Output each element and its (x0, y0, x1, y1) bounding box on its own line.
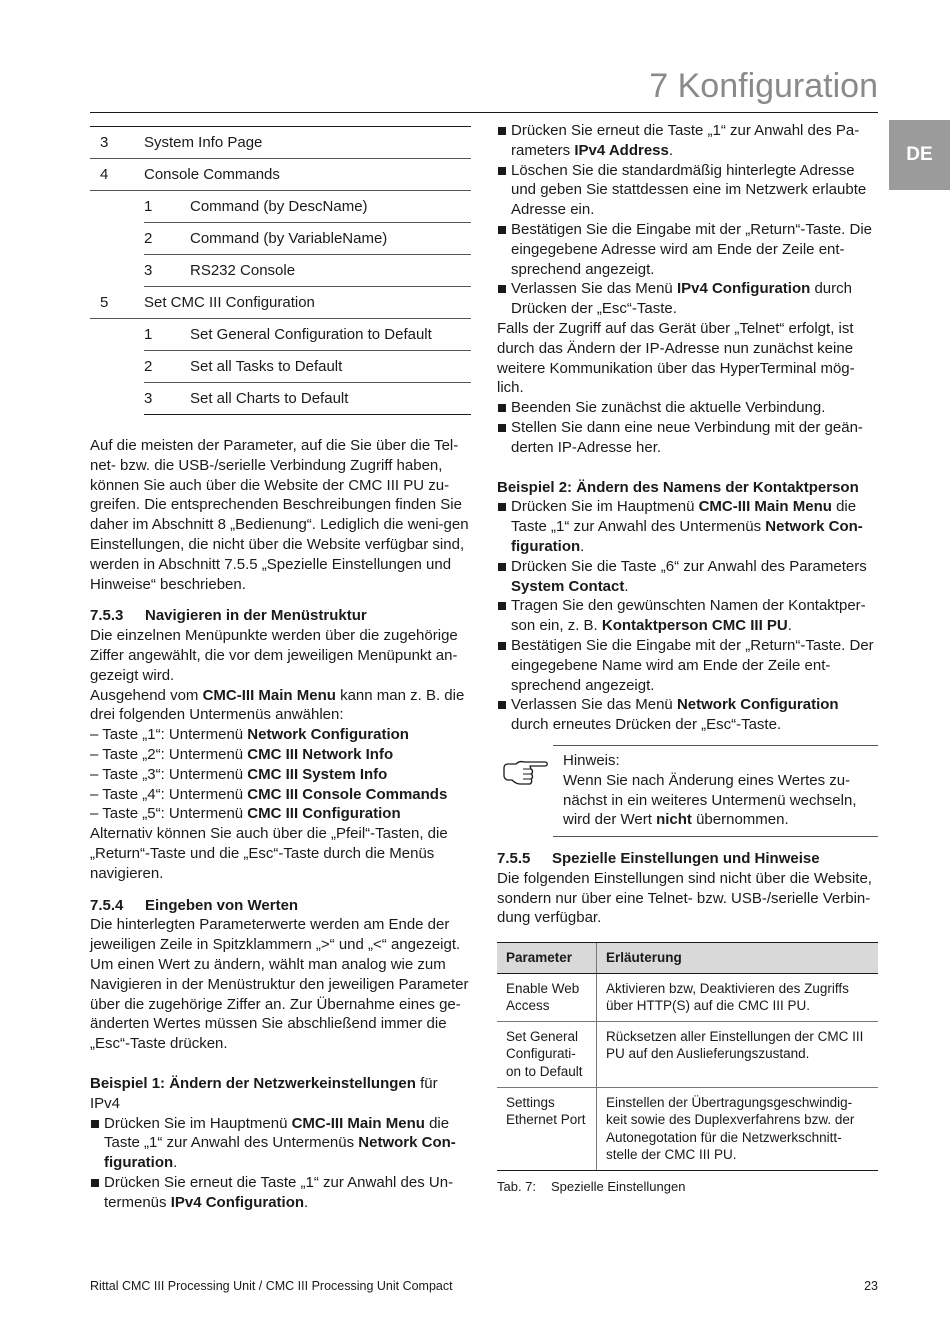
bullet-item (497, 497, 878, 556)
section-title: Eingeben von Werten (145, 896, 299, 914)
menu-table-row (144, 351, 471, 383)
text: – Taste „4“: Untermenü (90, 785, 248, 803)
bold-text: Network Con-figuration (511, 518, 863, 555)
table-cell: Aktivieren bzw, Deaktivieren des Zugriffs über HTTP(S) auf die CMC III PU. (597, 973, 879, 1021)
menu-number: 5 (100, 294, 109, 311)
column-header: Erläuterung (597, 943, 879, 974)
menu-number: 2 (144, 230, 153, 247)
menu-table-row (144, 191, 471, 223)
right-column (497, 121, 878, 1197)
bullet-item: Stellen Sie dann eine neue Verbindung mit der geän-derten IP-Adresse her. (497, 418, 878, 458)
bold-text: CMC-III Main Menu (698, 498, 832, 516)
bullet-list (497, 497, 878, 735)
dash-item (90, 725, 471, 745)
bold-text: System Contact (511, 577, 625, 595)
section-heading-7-5-3 (90, 606, 471, 626)
bold-text: IPv4 Configuration (170, 1193, 305, 1211)
bullet-item (497, 596, 878, 636)
table-cell: Einstellen der Übertragungsgeschwindig-keit sowie des Duplexverfahrens bzw. der Autonegotation für die Netzwerkschnitt-stelle der CMC III PU. (597, 1087, 879, 1170)
menu-label: Command (by VariableName) (190, 230, 388, 247)
table-row (497, 973, 878, 1021)
menu-table-row (144, 255, 471, 287)
bullet-item (90, 1173, 471, 1213)
text: Wenn Sie nach Änderung eines Wertes zu-nächst in ein weiteres Untermenü wechseln, wird der Wert (563, 771, 857, 829)
menu-number: 1 (144, 326, 153, 343)
text: . (668, 141, 674, 159)
bullet-list (90, 1114, 471, 1213)
text: kann man z. B. die drei folgenden Untermenüs anwählen: (90, 686, 465, 724)
menu-label: RS232 Console (190, 262, 296, 279)
paragraph (90, 686, 471, 726)
intro-paragraph: Auf die meisten der Parameter, auf die Sie über die Tel-net- bzw. die USB-/serielle Verbindung Zugriff haben, können Sie auch über die Website der CMC III PU zu-greifen. Die entsprechenden Beschreibungen finden Sie daher im Abschnitt 8 „Bedienung“. Lediglich die weni-gen Einstellungen, die nicht über die Website verfügbar sind, werden in Abschnitt 7.5.5 „Spezielle Einstellungen und Hinweise“ beschrieben. (90, 437, 469, 593)
menu-label: Set CMC III Configuration (144, 294, 315, 311)
column-header: Parameter (497, 943, 597, 974)
text: – Taste „2“: Untermenü (90, 745, 248, 763)
table-row (497, 1021, 878, 1087)
text: . (173, 1154, 178, 1172)
bold-text: Network Con-figuration (104, 1134, 456, 1172)
text: Drücken Sie im Hauptmenü (104, 1114, 292, 1132)
section-heading-7-5-5 (497, 849, 878, 869)
text: die Taste „1“ zur Anwahl des Untermenüs (511, 498, 857, 536)
text: übernommen. (691, 811, 789, 829)
text: durch Drücken der „Esc“-Taste. (511, 280, 852, 318)
chapter-title: 7 Konfiguration (649, 67, 878, 105)
bullet-item (497, 121, 878, 161)
dash-item (90, 765, 471, 785)
text: Ausgehend vom (90, 686, 203, 704)
bullet-list (497, 398, 878, 457)
note-body (563, 771, 878, 830)
caption-text: Spezielle Einstellungen (551, 1179, 686, 1195)
section-title: Spezielle Einstellungen und Hinweise (552, 849, 820, 867)
menu-table-row (90, 287, 471, 319)
text: Verlassen Sie das Menü (511, 696, 677, 714)
paragraph: Die folgenden Einstellungen sind nicht über die Website, sondern nur über eine Telnet- bzw. USB-/serielle Verbin-dung verfügbar. (497, 869, 872, 927)
menu-label: Console Commands (144, 166, 280, 183)
text: . (580, 537, 585, 555)
menu-number: 2 (144, 358, 153, 375)
bullet-item: Löschen Sie die standardmäßig hinterlegte Adresse und geben Sie stattdessen eine im Netzwerk erlaubte Adresse ein. (497, 161, 878, 220)
bullet-item: Bestätigen Sie die Eingabe mit der „Return“-Taste. Der eingegebene Name wird am Ende der Zeile ent-sprechend angezeigt. (497, 636, 878, 695)
settings-table (497, 942, 878, 1171)
bullet-item: Bestätigen Sie die Eingabe mit der „Return“-Taste. Die eingegebene Adresse wird am Ende der Zeile ent-sprechend angezeigt. (497, 220, 878, 279)
menu-number: 3 (100, 134, 109, 151)
table-caption (497, 1177, 878, 1197)
text: Verlassen Sie das Menü (511, 280, 677, 298)
menu-number: 3 (144, 262, 153, 279)
text: Drücken Sie die Taste „6“ zur Anwahl des Parameters (511, 557, 867, 575)
bold-text: Network Configuration (676, 696, 839, 714)
bullet-item (497, 557, 878, 597)
section-number: 7.5.5 (497, 849, 531, 867)
section-number: 7.5.3 (90, 607, 124, 625)
menu-table-row (90, 127, 471, 159)
dash-item (90, 804, 471, 824)
bold-text: CMC-III Main Menu (202, 686, 336, 704)
bold-text: Network Configuration (247, 726, 409, 744)
language-tab: DE (889, 120, 950, 190)
note-title: Hinweis: (563, 751, 620, 769)
menu-label: Set all Charts to Default (190, 390, 349, 407)
menu-table-row (90, 159, 471, 191)
bold-text: CMC III Configuration (247, 805, 401, 823)
text: für IPv4 (90, 1074, 438, 1112)
note-box (497, 745, 878, 837)
bold-text: CMC III System Info (247, 765, 388, 783)
footer-text: Rittal CMC III Processing Unit / CMC III Processing Unit Compact (90, 1279, 453, 1293)
bold-text: Beispiel 1: Ändern der Netzwerkeinstellungen (90, 1074, 416, 1092)
text: Tragen Sie den gewünschten Namen der Kontaktper-son ein, z. B. (511, 597, 866, 635)
text: – Taste „5“: Untermenü (90, 805, 248, 823)
text: Drücken Sie im Hauptmenü (511, 498, 699, 516)
bold-text: CMC-III Main Menu (291, 1114, 425, 1132)
menu-label: Set General Configuration to Default (190, 326, 432, 343)
menu-number: 4 (100, 166, 109, 183)
caption-number: Tab. 7: (497, 1179, 537, 1195)
bold-text: CMC III Network Info (247, 745, 394, 763)
dash-list (90, 725, 471, 824)
bullet-item (497, 279, 878, 319)
bullet-item (497, 695, 878, 735)
bold-text: nicht (656, 811, 692, 829)
bullet-item (90, 1114, 471, 1173)
bold-text: IPv4 Address (574, 141, 669, 159)
pointing-hand-icon (501, 759, 549, 789)
header-rule (90, 112, 878, 113)
table-cell: Enable Web Access (497, 973, 597, 1021)
dash-item (90, 785, 471, 805)
table-cell: Set General Configurati-on to Default (497, 1021, 597, 1087)
menu-table-row (144, 223, 471, 255)
text: Drücken Sie erneut die Taste „1“ zur Anwahl des Un-termenüs (104, 1173, 454, 1211)
bold-text: IPv4 Configuration (676, 280, 811, 298)
text: Drücken Sie erneut die Taste „1“ zur Anwahl des Pa-rameters (511, 122, 860, 159)
text: – Taste „3“: Untermenü (90, 765, 248, 783)
text: . (624, 577, 629, 595)
text: . (304, 1193, 309, 1211)
text: die Taste „1“ zur Anwahl des Untermenüs (104, 1114, 450, 1152)
text: durch erneutes Drücken der „Esc“-Taste. (511, 716, 782, 734)
example-2-heading: Beispiel 2: Ändern des Namens der Kontaktperson (497, 478, 859, 496)
menu-label: Command (by DescName) (190, 198, 368, 215)
table-header-row (497, 943, 878, 974)
page-number: 23 (864, 1279, 878, 1293)
example-1-heading (90, 1074, 471, 1114)
menu-table-row (144, 383, 471, 415)
text: . (787, 617, 792, 635)
note-text (563, 751, 878, 830)
paragraph: Alternativ können Sie auch über die „Pfeil“-Tasten, die „Return“-Taste und die „Esc“-Taste durch die Menüs navigieren. (90, 825, 448, 882)
table-row (497, 1087, 878, 1170)
menu-table-row (144, 319, 471, 351)
menu-table (90, 126, 471, 415)
section-heading-7-5-4 (90, 896, 471, 916)
section-number: 7.5.4 (90, 896, 124, 914)
dash-item (90, 745, 471, 765)
table-cell: Settings Ethernet Port (497, 1087, 597, 1170)
bullet-list (497, 121, 878, 319)
table-cell: Rücksetzen aller Einstellungen der CMC III PU auf den Auslieferungszustand. (597, 1021, 879, 1087)
paragraph: Die einzelnen Menüpunkte werden über die zugehörige Ziffer angewählt, die vor dem jeweiligen Menüpunkt an-gezeigt wird. (90, 627, 458, 684)
bold-text: Kontaktperson CMC III PU (601, 617, 788, 635)
menu-label: Set all Tasks to Default (190, 358, 343, 375)
menu-number: 1 (144, 198, 153, 215)
bullet-item: Beenden Sie zunächst die aktuelle Verbindung. (497, 398, 878, 418)
menu-label: System Info Page (144, 134, 263, 151)
text: – Taste „1“: Untermenü (90, 726, 248, 744)
paragraph: Die hinterlegten Parameterwerte werden am Ende der jeweiligen Zeile in Spitzklammern „>“ und „<“ angezeigt. Um einen Wert zu ändern, wählt man analog wie zum Navigieren in der Menüstruktur den jeweiligen Parameter über die zugehörige Ziffer an. Zur Übernahme eines ge-änderten Wertes müssen Sie abschließend immer die „Esc“-Taste drücken. (90, 916, 469, 1053)
section-title: Navigieren in der Menüstruktur (145, 607, 367, 625)
menu-number: 3 (144, 390, 153, 407)
paragraph: Falls der Zugriff auf das Gerät über „Telnet“ erfolgt, ist durch das Ändern der IP-Adresse nun zunächst keine weitere Kommunikation über das HyperTerminal mög-lich. (497, 319, 855, 397)
left-column (90, 436, 471, 1212)
bold-text: CMC III Console Commands (247, 785, 448, 803)
